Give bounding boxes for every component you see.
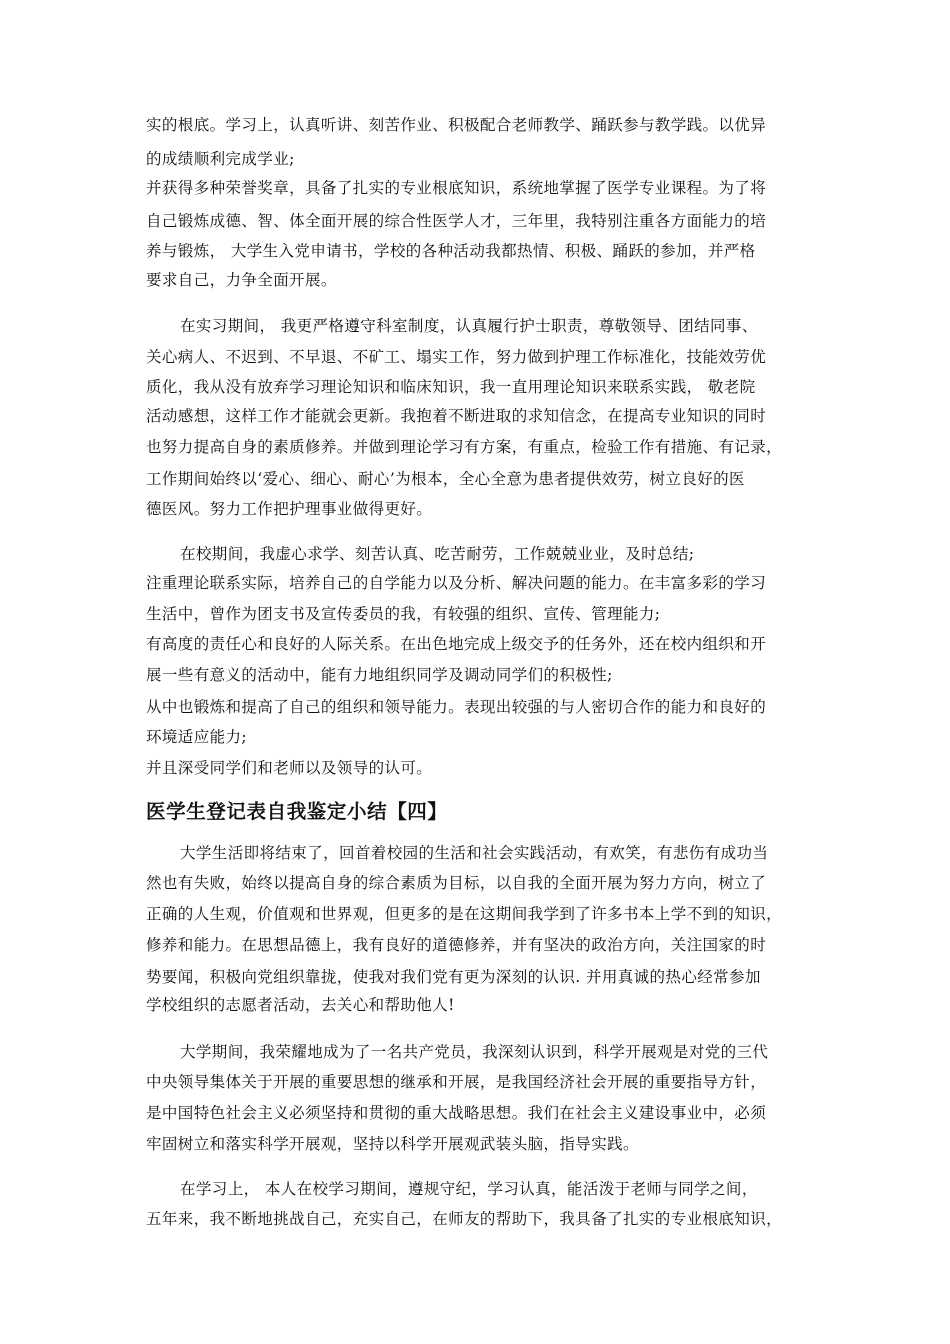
text-line: 大学生活即将结束了，回首着校园的生活和社会实践活动，有欢笑，有悲伤有成功当 (180, 844, 769, 862)
text-line: 在校期间，我虚心求学、刻苦认真、吃苦耐劳，工作兢兢业业，及时总结; (180, 545, 695, 563)
text-line: 关心病人、不迟到、不早退、不矿工、塌实工作，努力做到护理工作标准化，技能效劳优 (146, 348, 767, 366)
text-line: 的成绩顺利完成学业; (146, 150, 295, 168)
text-line: 质化，我从没有放弃学习理论知识和临床知识，我一直用理论知识来联系实践， 敬老院 (146, 378, 756, 396)
text-line: 实的根底。学习上，认真听讲、刻苦作业、积极配合老师教学、踊跃参与教学践。以优异 (146, 116, 767, 134)
text-line: 要求自己，力争全面开展。 (146, 271, 337, 289)
text-line: 正确的人生观，价值观和世界观，但更多的是在这期间我学到了许多书本上学不到的知识， (146, 905, 783, 923)
text-line: 生活中，曾作为团支书及宣传委员的我，有较强的组织、宣传、管理能力; (146, 605, 661, 623)
text-line: 五年来，我不断地挑战自己，充实自己，在师友的帮助下，我具备了扎实的专业根底知识， (146, 1210, 783, 1228)
text-line: 牢固树立和落实科学开展观，坚持以科学开展观武装头脑，指导实践。 (146, 1135, 639, 1153)
text-line: 修养和能力。在思想品德上，我有良好的道德修养，并有坚决的政治方向，关注国家的时 (146, 936, 767, 954)
section-heading: 医学生登记表自我鉴定小结【四】 (146, 800, 448, 823)
text-line: 环境适应能力; (146, 728, 248, 746)
text-line: 势要闻，积极向党组织靠拢，使我对我们党有更为深刻的认识. 并用真诚的热心经常参加 (146, 968, 761, 986)
text-line: 也努力提高自身的素质修养。并做到理论学习有方案，有重点，检验工作有措施、有记录， (146, 438, 783, 456)
text-line: 展一些有意义的活动中，能有力地组织同学及调动同学们的积极性; (146, 666, 613, 684)
text-line: 并且深受同学们和老师以及领导的认可。 (146, 759, 433, 777)
text-line: 中央领导集体关于开展的重要思想的继承和开展，是我国经济社会开展的重要指导方针， (146, 1073, 767, 1091)
text-line: 学校组织的志愿者活动，去关心和帮助他人! (146, 996, 455, 1014)
text-line: 在实习期间， 我更严格遵守科室制度，认真履行护士职责，尊敬领导、团结同事、 (180, 317, 758, 335)
text-line: 养与锻炼， 大学生入党申请书，学校的各种活动我都热情、积极、踊跃的参加，并严格 (146, 242, 756, 260)
text-line: 从中也锻炼和提高了自己的组织和领导能力。表现出较强的与人密切合作的能力和良好的 (146, 698, 767, 716)
text-line: 并获得多种荣誉奖章，具备了扎实的专业根底知识，系统地掌握了医学专业课程。为了将 (146, 179, 767, 197)
text-line: 注重理论联系实际，培养自己的自学能力以及分析、解决问题的能力。在丰富多彩的学习 (146, 574, 767, 592)
text-line: 然也有失败，始终以提高自身的综合素质为目标，以自我的全面开展为努力方向，树立了 (146, 874, 767, 892)
text-line: 活动感想，这样工作才能就会更新。我抱着不断进取的求知信念，在提高专业知识的同时 (146, 407, 767, 425)
text-line: 是中国特色社会主义必须坚持和贯彻的重大战略思想。我们在社会主义建设事业中，必须 (146, 1104, 767, 1122)
text-line: 德医风。努力工作把护理事业做得更好。 (146, 500, 433, 518)
text-line: 大学期间，我荣耀地成为了一名共产党员，我深刻认识到，科学开展观是对党的三代 (180, 1043, 769, 1061)
text-line: 有高度的责任心和良好的人际关系。在出色地完成上级交予的任务外，还在校内组织和开 (146, 635, 767, 653)
text-line: 自己锻炼成德、智、体全面开展的综合性医学人才，三年里，我特别注重各方面能力的培 (146, 212, 767, 230)
text-line: 在学习上， 本人在校学习期间，遵规守纪，学习认真，能活泼于老师与同学之间， (180, 1180, 758, 1198)
text-line: 工作期间始终以‘爱心、细心、耐心’为根本，全心全意为患者提供效劳，树立良好的医 (146, 470, 745, 488)
